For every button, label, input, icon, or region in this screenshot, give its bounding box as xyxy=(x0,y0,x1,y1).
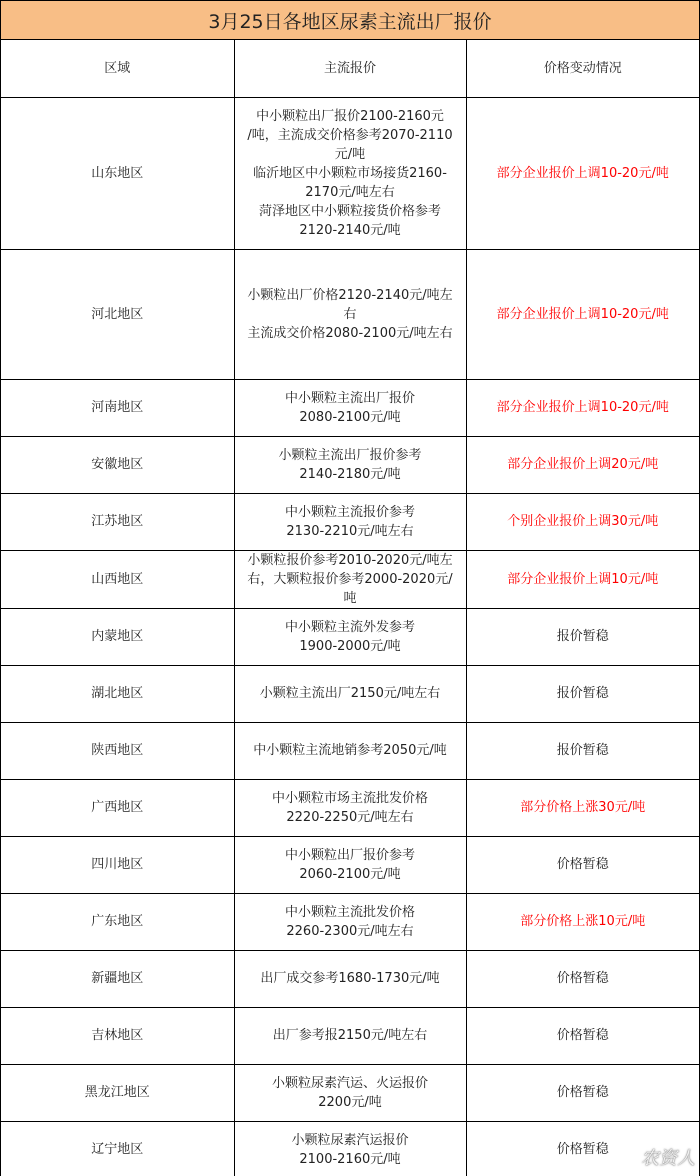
quote-cell xyxy=(234,1064,466,1121)
quote-line: 临沂地区中小颗粒市场接货2160- xyxy=(253,165,447,181)
quote-cell xyxy=(234,836,466,893)
quote-line: 中小颗粒市场主流批发价格 xyxy=(271,790,428,806)
quote-line: 吨 xyxy=(343,590,357,606)
region-cell: 广西地区 xyxy=(1,779,234,836)
change-cell: 部分企业报价上调10-20元/吨 xyxy=(466,97,699,249)
header-quote: 主流报价 xyxy=(234,40,466,97)
quote-line: 出厂参考报2150元/吨左右 xyxy=(272,1028,428,1043)
quote-line: 小颗粒主流出厂2150元/吨左右 xyxy=(259,686,441,701)
quote-line: 小颗粒报价参考2010-2020元/吨左 xyxy=(247,552,453,568)
quote-line: 2120-2140元/吨 xyxy=(299,222,401,238)
table-body xyxy=(1,97,699,1176)
change-cell: 价格暂稳 xyxy=(466,1121,699,1176)
quote-line: 中小颗粒主流外发参考 xyxy=(284,619,415,635)
table-row xyxy=(1,249,699,379)
change-cell: 个别企业报价上调30元/吨 xyxy=(466,493,699,550)
quote-line: 中小颗粒主流出厂报价 xyxy=(284,390,415,406)
region-cell: 河南地区 xyxy=(1,379,234,436)
header-change: 价格变动情况 xyxy=(466,40,699,97)
quote-cell xyxy=(234,893,466,950)
table-row xyxy=(1,1121,699,1176)
quote-line: 右，大颗粒报价参考2000-2020元/ xyxy=(247,571,453,587)
table-row xyxy=(1,550,699,608)
quote-line: 2100-2160元/吨 xyxy=(299,1151,401,1167)
table-row xyxy=(1,379,699,436)
change-cell: 部分价格上涨10元/吨 xyxy=(466,893,699,950)
change-cell: 部分企业报价上调10-20元/吨 xyxy=(466,379,699,436)
quote-cell xyxy=(234,97,466,249)
change-cell: 报价暂稳 xyxy=(466,665,699,722)
quote-cell xyxy=(234,779,466,836)
quote-line: 元/吨 xyxy=(334,146,366,162)
quote-line: 2170元/吨左右 xyxy=(305,184,395,200)
quote-line: /吨，主流成交价格参考2070-2110 xyxy=(247,127,453,143)
quote-cell xyxy=(234,950,466,1007)
quote-line: 2140-2180元/吨 xyxy=(299,466,401,482)
quote-line: 小颗粒尿素汽运、火运报价 xyxy=(271,1075,428,1091)
table-row xyxy=(1,97,699,249)
table-row xyxy=(1,493,699,550)
table-row xyxy=(1,1064,699,1121)
change-cell: 部分企业报价上调10-20元/吨 xyxy=(466,249,699,379)
quote-line: 2260-2300元/吨左右 xyxy=(286,923,414,939)
region-cell: 黑龙江地区 xyxy=(1,1064,234,1121)
region-cell: 新疆地区 xyxy=(1,950,234,1007)
table-row xyxy=(1,779,699,836)
header-region: 区域 xyxy=(1,40,234,97)
quote-cell xyxy=(234,608,466,665)
quote-line: 2220-2250元/吨左右 xyxy=(286,809,414,825)
quote-cell xyxy=(234,550,466,608)
table-row xyxy=(1,893,699,950)
change-cell: 价格暂稳 xyxy=(466,1007,699,1064)
quote-cell xyxy=(234,1121,466,1176)
region-cell: 江苏地区 xyxy=(1,493,234,550)
quote-line: 出厂成交参考1680-1730元/吨 xyxy=(260,971,440,986)
quote-line: 小颗粒主流出厂报价参考 xyxy=(278,447,422,463)
quote-line: 中小颗粒主流批发价格 xyxy=(284,904,415,920)
quote-line: 主流成交价格2080-2100元/吨左右 xyxy=(247,325,453,341)
quote-cell xyxy=(234,249,466,379)
change-cell: 价格暂稳 xyxy=(466,950,699,1007)
change-cell: 报价暂稳 xyxy=(466,722,699,779)
quote-line: 2200元/吨 xyxy=(318,1094,382,1110)
quote-line: 中小颗粒出厂报价2100-2160元 xyxy=(256,108,444,124)
quote-cell xyxy=(234,493,466,550)
change-cell: 部分价格上涨30元/吨 xyxy=(466,779,699,836)
quote-line: 菏泽地区中小颗粒接货价格参考 xyxy=(258,203,441,219)
region-cell: 陕西地区 xyxy=(1,722,234,779)
table-title: 3月25日各地区尿素主流出厂报价 xyxy=(1,0,699,40)
quote-line: 小颗粒尿素汽运报价 xyxy=(291,1132,409,1148)
table-row xyxy=(1,836,699,893)
table-row xyxy=(1,436,699,493)
quote-line: 2080-2100元/吨 xyxy=(299,409,401,425)
region-cell: 辽宁地区 xyxy=(1,1121,234,1176)
quote-line: 1900-2000元/吨 xyxy=(299,638,401,654)
quote-line: 中小颗粒主流地销参考2050元/吨 xyxy=(253,743,447,758)
quote-cell xyxy=(234,665,466,722)
region-cell: 内蒙地区 xyxy=(1,608,234,665)
quote-line: 右 xyxy=(343,306,357,322)
change-cell: 部分企业报价上调20元/吨 xyxy=(466,436,699,493)
quote-line: 中小颗粒出厂报价参考 xyxy=(284,847,415,863)
quote-cell xyxy=(234,379,466,436)
watermark-logo xyxy=(641,1144,695,1170)
region-cell: 安徽地区 xyxy=(1,436,234,493)
quote-line: 2060-2100元/吨 xyxy=(299,866,401,882)
region-cell: 山东地区 xyxy=(1,97,234,249)
quote-cell xyxy=(234,436,466,493)
region-cell: 湖北地区 xyxy=(1,665,234,722)
region-cell: 吉林地区 xyxy=(1,1007,234,1064)
price-table xyxy=(1,40,699,1176)
quote-cell xyxy=(234,1007,466,1064)
region-cell: 广东地区 xyxy=(1,893,234,950)
quote-cell xyxy=(234,722,466,779)
quote-line: 中小颗粒主流报价参考 xyxy=(284,504,415,520)
change-cell: 部分企业报价上调10元/吨 xyxy=(466,550,699,608)
quote-line: 2130-2210元/吨左右 xyxy=(286,523,414,539)
table-row xyxy=(1,665,699,722)
change-cell: 价格暂稳 xyxy=(466,1064,699,1121)
table-row xyxy=(1,1007,699,1064)
change-cell: 价格暂稳 xyxy=(466,836,699,893)
region-cell: 山西地区 xyxy=(1,550,234,608)
table-row xyxy=(1,950,699,1007)
watermark-text: 农资人 xyxy=(641,1148,695,1169)
quote-line: 小颗粒出厂价格2120-2140元/吨左 xyxy=(247,287,453,303)
region-cell: 四川地区 xyxy=(1,836,234,893)
table-row xyxy=(1,722,699,779)
region-cell: 河北地区 xyxy=(1,249,234,379)
table-row xyxy=(1,608,699,665)
header-row xyxy=(1,40,699,97)
change-cell: 报价暂稳 xyxy=(466,608,699,665)
